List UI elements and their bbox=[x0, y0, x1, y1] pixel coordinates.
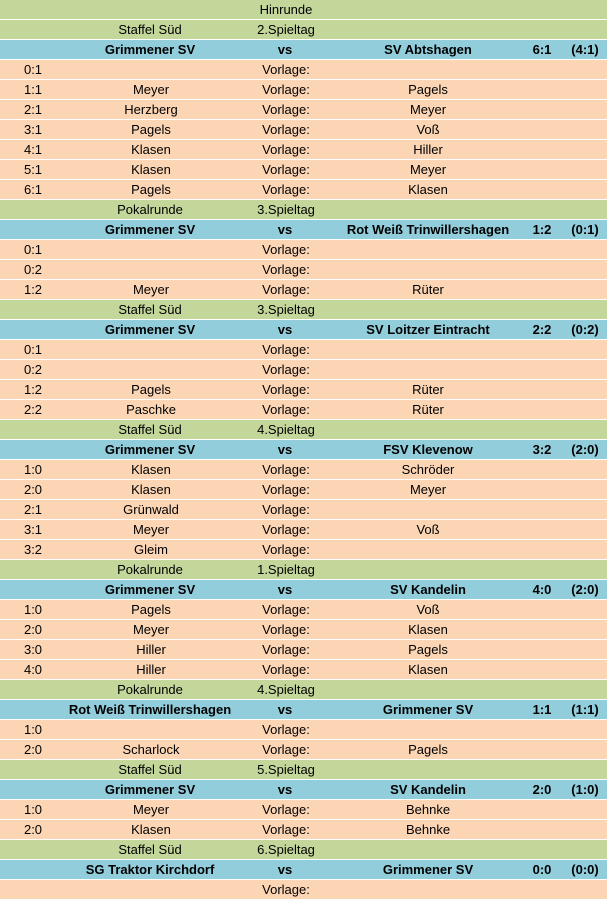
match-result: 1:1 bbox=[532, 702, 552, 717]
vorlage-label: Vorlage: bbox=[262, 662, 310, 677]
round-label: Staffel Süd bbox=[118, 422, 182, 437]
goal-assist: Meyer bbox=[409, 482, 447, 497]
goal-scorer: Klasen bbox=[131, 822, 171, 837]
match-result: 2:0 bbox=[532, 782, 552, 797]
section-row bbox=[0, 300, 607, 320]
goal-score: 3:1 bbox=[23, 122, 43, 137]
away-team: Grimmener SV bbox=[382, 862, 474, 877]
round-label: Pokalrunde bbox=[117, 682, 183, 697]
goal-row bbox=[0, 540, 607, 560]
goal-row bbox=[0, 380, 607, 400]
matchday-label: 4.Spieltag bbox=[257, 422, 315, 437]
vorlage-label: Vorlage: bbox=[262, 402, 310, 417]
goal-score: 1:0 bbox=[23, 602, 43, 617]
goal-scorer: Klasen bbox=[131, 462, 171, 477]
goal-score: 1:2 bbox=[23, 282, 43, 297]
matchday-label: 1.Spieltag bbox=[257, 562, 315, 577]
goal-row bbox=[0, 880, 607, 900]
goal-score: 2:0 bbox=[23, 822, 43, 837]
vs-label: vs bbox=[277, 322, 293, 337]
match-result: 3:2 bbox=[532, 442, 552, 457]
match-result: 1:2 bbox=[532, 222, 552, 237]
vorlage-label: Vorlage: bbox=[262, 182, 310, 197]
goal-row bbox=[0, 500, 607, 520]
goal-row bbox=[0, 240, 607, 260]
goal-row bbox=[0, 340, 607, 360]
goal-row bbox=[0, 280, 607, 300]
matchday-label: 3.Spieltag bbox=[257, 202, 315, 217]
matchday-label: 4.Spieltag bbox=[257, 682, 315, 697]
halftime-result: (0:2) bbox=[571, 322, 599, 337]
goal-row bbox=[0, 80, 607, 100]
halftime-result: (2:0) bbox=[571, 442, 599, 457]
goal-row bbox=[0, 820, 607, 840]
match-row bbox=[0, 780, 607, 800]
title-row bbox=[0, 0, 607, 20]
match-result: 0:0 bbox=[532, 862, 552, 877]
vorlage-label: Vorlage: bbox=[262, 882, 310, 897]
goal-scorer: Grünwald bbox=[123, 502, 179, 517]
home-team: Grimmener SV bbox=[104, 222, 196, 237]
goal-score: 4:0 bbox=[23, 662, 43, 677]
goal-scorer: Meyer bbox=[132, 622, 170, 637]
match-row bbox=[0, 220, 607, 240]
goal-scorer: Paschke bbox=[126, 402, 176, 417]
goal-score: 0:1 bbox=[23, 242, 43, 257]
matchday-label: 2.Spieltag bbox=[257, 22, 315, 37]
vorlage-label: Vorlage: bbox=[262, 482, 310, 497]
goal-scorer: Klasen bbox=[131, 142, 171, 157]
goal-score: 0:1 bbox=[23, 342, 43, 357]
home-team: Grimmener SV bbox=[104, 582, 196, 597]
match-result: 2:2 bbox=[532, 322, 552, 337]
vs-label: vs bbox=[277, 42, 293, 57]
goal-score: 3:2 bbox=[23, 542, 43, 557]
vorlage-label: Vorlage: bbox=[262, 602, 310, 617]
goal-score: 3:1 bbox=[23, 522, 43, 537]
goal-scorer: Pagels bbox=[131, 182, 171, 197]
goal-assist: Hiller bbox=[413, 142, 443, 157]
goal-row bbox=[0, 620, 607, 640]
vorlage-label: Vorlage: bbox=[262, 242, 310, 257]
goal-scorer: Meyer bbox=[132, 522, 170, 537]
goal-score: 2:0 bbox=[23, 622, 43, 637]
goal-score: 2:0 bbox=[23, 742, 43, 757]
goal-row bbox=[0, 600, 607, 620]
vs-label: vs bbox=[277, 702, 293, 717]
goal-score: 1:0 bbox=[23, 462, 43, 477]
home-team: Grimmener SV bbox=[104, 322, 196, 337]
goal-assist: Pagels bbox=[408, 642, 448, 657]
vorlage-label: Vorlage: bbox=[262, 742, 310, 757]
vorlage-label: Vorlage: bbox=[262, 802, 310, 817]
halftime-result: (1:0) bbox=[571, 782, 599, 797]
goal-row bbox=[0, 60, 607, 80]
goal-row bbox=[0, 120, 607, 140]
round-label: Pokalrunde bbox=[117, 202, 183, 217]
match-row bbox=[0, 860, 607, 880]
vorlage-label: Vorlage: bbox=[262, 722, 310, 737]
goal-assist: Meyer bbox=[409, 102, 447, 117]
goal-scorer: Pagels bbox=[131, 122, 171, 137]
round-label: Staffel Süd bbox=[118, 22, 182, 37]
goal-scorer: Pagels bbox=[131, 602, 171, 617]
match-result: 4:0 bbox=[532, 582, 552, 597]
vorlage-label: Vorlage: bbox=[262, 122, 310, 137]
goal-score: 3:0 bbox=[23, 642, 43, 657]
goal-score: 2:0 bbox=[23, 482, 43, 497]
goal-assist: Pagels bbox=[408, 742, 448, 757]
goal-scorer: Hiller bbox=[136, 662, 166, 677]
goal-assist: Rüter bbox=[412, 402, 444, 417]
round-label: Pokalrunde bbox=[117, 562, 183, 577]
vorlage-label: Vorlage: bbox=[262, 102, 310, 117]
goal-assist: Klasen bbox=[408, 182, 448, 197]
goal-score: 0:2 bbox=[23, 262, 43, 277]
goal-scorer: Meyer bbox=[132, 802, 170, 817]
goal-assist: Schröder bbox=[401, 462, 455, 477]
goal-row bbox=[0, 100, 607, 120]
goal-scorer: Meyer bbox=[132, 282, 170, 297]
goal-score: 0:2 bbox=[23, 362, 43, 377]
away-team: Grimmener SV bbox=[382, 702, 474, 717]
section-row bbox=[0, 20, 607, 40]
goal-scorer: Gleim bbox=[134, 542, 168, 557]
goal-score: 1:1 bbox=[23, 82, 43, 97]
matchday-label: 6.Spieltag bbox=[257, 842, 315, 857]
vorlage-label: Vorlage: bbox=[262, 522, 310, 537]
home-team: SG Traktor Kirchdorf bbox=[85, 862, 215, 877]
section-row bbox=[0, 200, 607, 220]
vorlage-label: Vorlage: bbox=[262, 142, 310, 157]
section-row bbox=[0, 560, 607, 580]
vorlage-label: Vorlage: bbox=[262, 502, 310, 517]
away-team: SV Kandelin bbox=[390, 782, 466, 797]
goal-assist: Rüter bbox=[412, 282, 444, 297]
vorlage-label: Vorlage: bbox=[262, 62, 310, 77]
vs-label: vs bbox=[277, 862, 293, 877]
vorlage-label: Vorlage: bbox=[262, 162, 310, 177]
match-result: 6:1 bbox=[532, 42, 552, 57]
goal-assist: Behnke bbox=[405, 822, 451, 837]
halftime-result: (1:1) bbox=[571, 702, 599, 717]
goal-row bbox=[0, 460, 607, 480]
halftime-result: (4:1) bbox=[571, 42, 599, 57]
goal-assist: Voß bbox=[416, 522, 440, 537]
round-label: Staffel Süd bbox=[118, 762, 182, 777]
goal-score: 2:2 bbox=[23, 402, 43, 417]
home-team: Grimmener SV bbox=[104, 782, 196, 797]
matchday-label: 3.Spieltag bbox=[257, 302, 315, 317]
halftime-result: (2:0) bbox=[571, 582, 599, 597]
goal-assist: Pagels bbox=[408, 82, 448, 97]
vs-label: vs bbox=[277, 582, 293, 597]
goal-score: 5:1 bbox=[23, 162, 43, 177]
match-row bbox=[0, 440, 607, 460]
goal-row bbox=[0, 720, 607, 740]
goal-row bbox=[0, 800, 607, 820]
goal-assist: Behnke bbox=[405, 802, 451, 817]
away-team: SV Abtshagen bbox=[384, 42, 472, 57]
goal-row bbox=[0, 180, 607, 200]
goal-score: 6:1 bbox=[23, 182, 43, 197]
goal-scorer: Hiller bbox=[136, 642, 166, 657]
section-row bbox=[0, 680, 607, 700]
match-row bbox=[0, 40, 607, 60]
goal-row bbox=[0, 140, 607, 160]
goal-assist: Voß bbox=[416, 602, 440, 617]
goal-row bbox=[0, 260, 607, 280]
goal-row bbox=[0, 640, 607, 660]
goal-scorer: Klasen bbox=[131, 162, 171, 177]
away-team: Rot Weiß Trinwillershagen bbox=[346, 222, 510, 237]
goal-score: 4:1 bbox=[23, 142, 43, 157]
vorlage-label: Vorlage: bbox=[262, 282, 310, 297]
vorlage-label: Vorlage: bbox=[262, 82, 310, 97]
goal-assist: Voß bbox=[416, 122, 440, 137]
vs-label: vs bbox=[277, 222, 293, 237]
home-team: Rot Weiß Trinwillershagen bbox=[68, 702, 232, 717]
vorlage-label: Vorlage: bbox=[262, 342, 310, 357]
goal-row bbox=[0, 660, 607, 680]
vorlage-label: Vorlage: bbox=[262, 642, 310, 657]
goal-assist: Klasen bbox=[408, 622, 448, 637]
goal-scorer: Pagels bbox=[131, 382, 171, 397]
sheet-title: Hinrunde bbox=[259, 2, 313, 17]
match-row bbox=[0, 320, 607, 340]
vorlage-label: Vorlage: bbox=[262, 362, 310, 377]
goal-score: 2:1 bbox=[23, 102, 43, 117]
section-row bbox=[0, 420, 607, 440]
goal-row bbox=[0, 160, 607, 180]
goal-row bbox=[0, 520, 607, 540]
vorlage-label: Vorlage: bbox=[262, 822, 310, 837]
goal-scorer: Meyer bbox=[132, 82, 170, 97]
match-row bbox=[0, 700, 607, 720]
goal-assist: Meyer bbox=[409, 162, 447, 177]
home-team: Grimmener SV bbox=[104, 42, 196, 57]
goal-row bbox=[0, 360, 607, 380]
round-label: Staffel Süd bbox=[118, 842, 182, 857]
section-row bbox=[0, 760, 607, 780]
vorlage-label: Vorlage: bbox=[262, 462, 310, 477]
vorlage-label: Vorlage: bbox=[262, 542, 310, 557]
goal-scorer: Klasen bbox=[131, 482, 171, 497]
goal-assist: Klasen bbox=[408, 662, 448, 677]
goal-scorer: Scharlock bbox=[122, 742, 180, 757]
away-team: SV Kandelin bbox=[390, 582, 466, 597]
halftime-result: (0:0) bbox=[571, 862, 599, 877]
halftime-result: (0:1) bbox=[571, 222, 599, 237]
match-row bbox=[0, 580, 607, 600]
vorlage-label: Vorlage: bbox=[262, 622, 310, 637]
goal-row bbox=[0, 480, 607, 500]
goal-score: 1:0 bbox=[23, 802, 43, 817]
vs-label: vs bbox=[277, 442, 293, 457]
matchday-label: 5.Spieltag bbox=[257, 762, 315, 777]
vs-label: vs bbox=[277, 782, 293, 797]
goal-row bbox=[0, 740, 607, 760]
goal-score: 2:1 bbox=[23, 502, 43, 517]
section-row bbox=[0, 840, 607, 860]
vorlage-label: Vorlage: bbox=[262, 262, 310, 277]
goal-score: 0:1 bbox=[23, 62, 43, 77]
home-team: Grimmener SV bbox=[104, 442, 196, 457]
goal-row bbox=[0, 400, 607, 420]
vorlage-label: Vorlage: bbox=[262, 382, 310, 397]
away-team: FSV Klevenow bbox=[383, 442, 473, 457]
goal-assist: Rüter bbox=[412, 382, 444, 397]
away-team: SV Loitzer Eintracht bbox=[366, 322, 490, 337]
goal-score: 1:2 bbox=[23, 382, 43, 397]
round-label: Staffel Süd bbox=[118, 302, 182, 317]
goal-score: 1:0 bbox=[23, 722, 43, 737]
goal-scorer: Herzberg bbox=[124, 102, 178, 117]
